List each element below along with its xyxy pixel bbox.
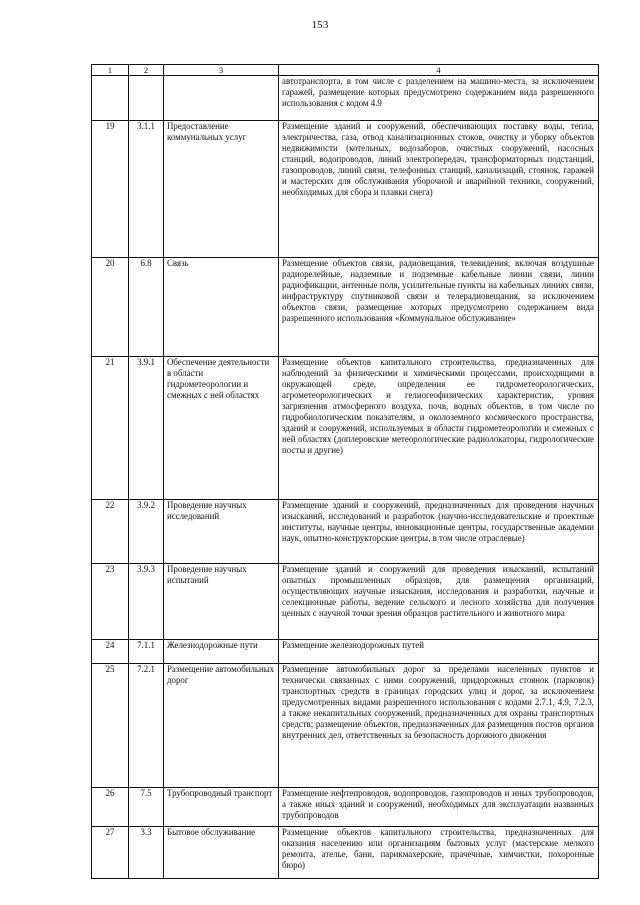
row-description: Размещение зданий и сооружений для проведения изысканий, испытаний опытных промышленных образцов, для размещения организаций, осуществляющих научные изыскания, исследования и разработки, научные и селекционные работы, ведение сельского и лесного хозяйства для получения ценных с научной точки зрения образцов растительного и животного мира — [279, 564, 599, 640]
table-row — [92, 827, 599, 879]
row-name: Бытовое обслуживание — [164, 827, 279, 879]
table-row — [92, 564, 599, 640]
table-row — [92, 258, 599, 357]
row-code: 6.8 — [129, 258, 164, 357]
row-number: 22 — [92, 500, 129, 564]
row-number: 23 — [92, 564, 129, 640]
row-name: Железнодорожные пути — [164, 640, 279, 664]
row-description: Размещение нефтепроводов, водопроводов, газопроводов и иных трубопроводов, а также иных зданий и сооружений, необходимых для эксплуатации названных трубопроводов — [279, 788, 599, 827]
row-name: Трубопроводный транспорт — [164, 788, 279, 827]
row-number: 24 — [92, 640, 129, 664]
row-code: 3.9.2 — [129, 500, 164, 564]
row-description: Размещение автомобильных дорог за пределами населенных пунктов и технически связанных с ними сооружений, придорожных стоянок (парковок) транспортных средств в границах городских улиц и дорог, за исключением предусмотренных видами разрешенного использования с кодами 2.7.1, 4.9, 7.2.3, а также некапитальных сооружений, предназначенных для охраны транспортных средств; размещение объектов, предназначенных для размещения постов органов внутренних дел, ответственных за безопасность дорожного движения — [279, 664, 599, 788]
row-code: 7.5 — [129, 788, 164, 827]
row-code: 3.1.1 — [129, 121, 164, 258]
header-col-4: 4 — [279, 65, 599, 76]
header-col-1: 1 — [92, 65, 129, 76]
row-name: Размещение автомобильных дорог — [164, 664, 279, 788]
row-name: Предоставление коммунальных услуг — [164, 121, 279, 258]
table-row — [92, 664, 599, 788]
row-description: автотранспорта, в том числе с разделением на машино-места, за исключением гаражей, размещение которых предусмотрено содержанием вида разрешенного использования с кодом 4.9 — [279, 76, 599, 121]
row-number — [92, 76, 129, 121]
row-code — [129, 76, 164, 121]
row-description: Размещение объектов связи, радиовещания, телевидения, включая воздушные радиорелейные, надземные и подземные кабельные линии связи, линии радиофикации, антенные поля, усилительные пункты на кабельных линиях связи, инфраструктуру спутниковой связи и телерадиовещания, за исключением объектов связи, размещение которых предусмотрено содержанием вида разрешенного использования «Коммунальное обслуживание» — [279, 258, 599, 357]
table-row — [92, 357, 599, 500]
land-use-table — [91, 64, 599, 879]
header-col-2: 2 — [129, 65, 164, 76]
row-code: 3.9.3 — [129, 564, 164, 640]
row-code: 7.1.1 — [129, 640, 164, 664]
row-name — [164, 76, 279, 121]
row-number: 19 — [92, 121, 129, 258]
table-row — [92, 121, 599, 258]
row-description: Размещение объектов капитального строительства, предназначенных для наблюдений за физическими и химическими процессами, происходящими в окружающей среде, определения ее гидрометеорологических, агрометеорологических и гелиогеофизических характеристик, уровня загрязнения атмосферного воздуха, почв, водных объектов, в том числе по гидробиологическим показателям, и околоземного космического пространства, зданий и сооружений, используемых в области гидрометеорологии и смежных с ней областях (доплеровские метеорологические радиолокаторы, гидрологические посты и другие) — [279, 357, 599, 500]
table-row — [92, 76, 599, 121]
row-code: 3.3 — [129, 827, 164, 879]
table-row — [92, 788, 599, 827]
table-header-row — [92, 65, 599, 76]
row-code: 3.9.1 — [129, 357, 164, 500]
row-name: Проведение научных испытаний — [164, 564, 279, 640]
row-name: Обеспечение деятельности в области гидрометеорологии и смежных с ней областях — [164, 357, 279, 500]
row-name: Проведение научных исследований — [164, 500, 279, 564]
row-description: Размещение объектов капитального строительства, предназначенных для оказания населению или организациям бытовых услуг (мастерские мелкого ремонта, ателье, бани, парикмахерские, прачечные, химчистки, похоронные бюро) — [279, 827, 599, 879]
row-description: Размещение зданий и сооружений, предназначенных для проведения научных изысканий, исследований и разработок (научно-исследовательские и проектные институты, научные центры, инновационные центры, государственные академии наук, опытно-конструкторские центры, в том числе отраслевые) — [279, 500, 599, 564]
row-description: Размещение зданий и сооружений, обеспечивающих поставку воды, тепла, электричества, газа, отвод канализационных стоков, очистку и уборку объектов недвижимости (котельных, водозаборов, очистных сооружений, насосных станций, водопроводов, линий электропередач, трансформаторных подстанций, газопроводов, линий связи, телефонных станций, канализаций, стоянок, гаражей и мастерских для обслуживания уборочной и аварийной техники, сооружений, необходимых для сбора и плавки снега) — [279, 121, 599, 258]
row-description: Размещение железнодорожных путей — [279, 640, 599, 664]
table-row — [92, 500, 599, 564]
row-number: 20 — [92, 258, 129, 357]
header-col-3: 3 — [164, 65, 279, 76]
page-number: 153 — [311, 19, 329, 31]
row-number: 25 — [92, 664, 129, 788]
table-row — [92, 640, 599, 664]
row-name: Связь — [164, 258, 279, 357]
row-number: 27 — [92, 827, 129, 879]
row-number: 26 — [92, 788, 129, 827]
row-number: 21 — [92, 357, 129, 500]
row-code: 7.2.1 — [129, 664, 164, 788]
